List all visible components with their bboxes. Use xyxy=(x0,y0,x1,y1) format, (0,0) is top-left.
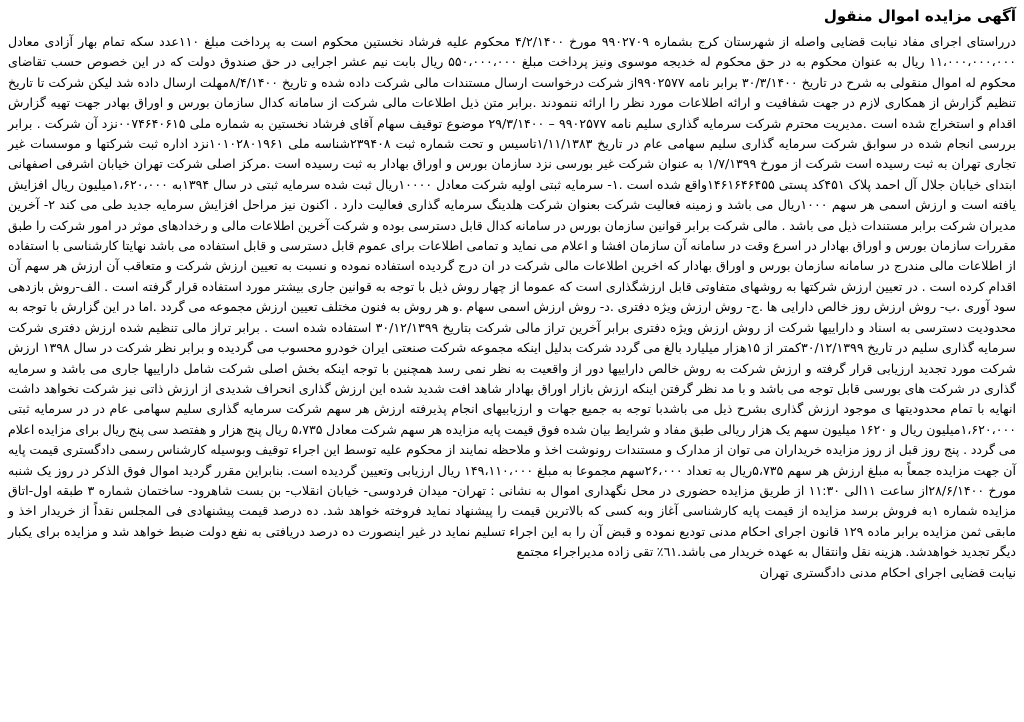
notice-body-text: درراستای اجرای مفاد نیابت قضایی واصله از شهرستان کرج بشماره ۹۹۰۲۷۰۹ مورخ ۴/۲/۱۴۰۰ محکوم علیه فرشاد نخستین محکوم است به پرداخت مبلغ ۱۱۰عدد سکه تمام بهار آزادی معادل ۱۱،۰۰۰،۰۰۰،۰۰۰ ریال به عنوان محکوم به در حق محکوم له خدیجه موسوی ونیز پرداخت مبلغ ۵۵۰،۰۰۰،۰۰۰ ریال بابت نیم عشر اجرایی در حق صندوق دولت که در این خصوص حسب تقاضای محکوم له اموال منقولی به شرح در تاریخ ۳۰/۳/۱۴۰۰ برابر نامه ۹۹۰۲۵۷۷از شرکت درخواست ارسال مستندات مالی شرکت داده شده و تاریخ ۸/۴/۱۴۰۰مهلت ارسال داده شد لیکن شرکت تا تاریخ تنظیم گزارش از همکاری لازم در جهت شفافیت و ارائه اطلاعات مورد نظر را ارائه ننمودند .برابر متن ذیل اطلاعات مالی شرکت از سامانه کدال سازمان بورس و اوراق بهادر جهت تهیه گزارش اقدام و استخراج شده است .مدیریت محترم شرکت سرمایه گذاری سلیم نامه ۹۹۰۲۵۷۷ – ۲۹/۳/۱۴۰۰ موضوع توقیف سهام آقای فرشاد نخستین به شماره ملی ۰۰۷۴۶۴۰۶۱۵نزد آن شرکت . برابر بررسی انجام شده در سوابق شرکت سرمایه گذاری سلیم سهامی عام در تاریخ ۱/۱۱/۱۳۸۳تاسیس و تحت شماره ثبت ۲۳۹۴۰۸شناسه ملی ۱۰۱۰۲۸۰۱۹۶۱نزد اداره ثبت شرکتها و موسسات غیر تجاری تهران به ثبت رسیده است شرکت از مورخ ۱/۷/۱۳۹۹ به عنوان شرکت غیر بورسی نزد سازمان بورس و اوراق بهادار به ثبت رسیده است .مرکز اصلی شرکت تهران خیابان اشرفی اصفهانی ابتدای خیابان جلال آل احمد پلاک ۴۵۱کد پستی ۱۴۶۱۶۴۶۴۵۵واقع شده است .۱- سرمایه ثبتی اولیه شرکت معادل ۱۰۰۰۰ریال ثبت شده سرمایه ثبتی در سال ۱۳۹۴به ۱،۶۲۰،۰۰۰میلیون ریال افزایش یافته است و ارزش اسمی هر سهم ۱۰۰۰ریال می باشد و زمینه فعالیت شرکت بعنوان شرکت هلدینگ سرمایه گذاری فعالیت دارد . اکنون نیز مراحل افزایش سرمایه جدید طی می کند ۲- آخرین مدیران شرکت برابر مستندات ذیل می باشد . مالی شرکت برابر قوانین سازمان بورس در سامانه کدال قابل دسترسی بوده و شرکت آخرین اطلاعات مالی و رخدادهای موثر در امور شرکت را طبق مقررات سازمان بورس و اوراق بهادار در اسرع وقت در سامانه آن سازمان افشا و اعلام می نماید و تمامی اطلاعات برای عموم قابل دسترسی و قابل استفاده می باشد نهایتا کارشناسی با استفاده از اطلاعات مالی مندرج در سامانه سازمان بورس و اوراق بهادار که اخرین اطلاعات مالی شرکت در ان درج گردیده استفاده نموده و نسبت به تعیین ارزش شرکت و متعاقب آن ارزش هر سهم آن اقدام کرده است . در تعیین ارزش شرکتها به روشهای متفاوتی قابل ارزشگذاری است که عموما از چهار روش ذیل با توجه به قوانین جاری بیشتر مورد استفاده قرار گرفته است . الف-روش بازدهی سود آوری .ب- روش ارزش روز خالص دارایی ها .ج- روش ارزش ویژه دفتری .د- روش ارزش اسمی سهام .و هر روش به فنون مختلف تعیین ارزش مجموعه می گردد .اما در این گزارش با توجه به محدودیت دسترسی به اسناد و داراییها شرکت از روش ارزش ویژه دفتری برابر آخرین تراز مالی شرکت بتاریخ ۳۰/۱۲/۱۳۹۹ استفاده شده است . برابر تراز مالی تنظیم شده ارزش دفتری شرکت سرمایه گذاری سلیم در تاریخ ۳۰/۱۲/۱۳۹۹کمتر از ۱۵هزار میلیارد بالغ می گردد شرکت بدلیل اینکه مجموعه شرکت صنعتی ایران خودرو محسوب می گردیده و برابر نظر شرکت در سال ۱۳۹۸ ارزش شرکت مورد تجدید ارزیابی قرار گرفته و ارزش شرکت به روش خالص داراییها دور از واقعیت به نظر نمی رسد همچنین با توجه اینکه بخش اصلی شرکت شامل داراییها جاری می باشد و سرمایه گذاری در شرکت های بورسی قابل توجه می باشد و با مد نظر گرفتن اینکه ارزش بازار اوراق بهادار شاهد افت شدید شده این ارزش گذاری انحراف شدیدی از ارزش ذاتی نیز شرکت نخواهد داشت انهایه با تمام محدودیتها ی موجود ارزش گذاری بشرح ذیل می باشدبا توجه به جمیع جهات و ارزیابیهای انجام پذیرفته ارزش هر سهم شرکت سرمایه گذاری سلیم سهامی عام در در سرمایه ثبتی ۱،۶۲۰،۰۰۰میلیون ریال و ۱۶۲۰ میلیون سهم یک هزار ریالی طبق مفاد و شرایط بیان شده فوق قیمت پایه مزایده هر سهم شرکت معادل ۵،۷۳۵ ریال پنج هزار و هفتصد سی پنج ریال برای مزایده اعلام می گردد . پنج روز قبل از روز مزایده خریداران می توان از مدارک و مستندات رونوشت اخذ و ملاحظه نمایند از محکوم علیه توسط این اجراء توقیف وبوسیله کارشناس رسمی دادگستری قیمت پایه آن جهت مزایده جمعاً به مبلغ ارزش هر سهم ۵،۷۳۵ریال به تعداد ۲۶،۰۰۰سهم مجموعا به مبلغ ۱۴۹،۱۱۰،۰۰۰ ریال ارزیابی وتعیین گردیده است. بنابراین مقرر گردید اموال فوق الذکر در روز یک شنبه مورخ ۲۸/۶/۱۴۰۰از ساعت ۱۱الی ۱۱:۳۰ از طریق مزایده حضوری در محل نگهداری اموال به نشانی : تهران- میدان فردوسی- خیابان انقلاب- بن بست شاهرود- ساختمان شماره ۳ طبقه اول-اتاق مزایده شماره ۱به فروش برسد مزایده از قیمت پایه کارشناسی آغاز وبه کسی که بالاترین قیمت را پیشنهاد نماید فروخته خواهد شد. ده درصد قیمت پیشنهادی فی المجلس نقداً از خریدار اخذ و مابقی ثمن مزایده برابر ماده ۱۲۹ قانون اجرای احکام مدنی تودیع نموده و قبض آن را به این اجراء تسلیم نماید در غیر اینصورت ده درصد دریافتی به نفع دولت ضبط خواهد شد و مزایده برای یکبار دیگر تجدید خواهدشد. هزینه نقل وانتقال به عهده خریدار می باشد.٦۱٪ تقی زاده مدیراجراء مجتمع xyxy=(8,34,1017,560)
notice-title: آگهی مزایده اموال منقول xyxy=(823,7,1016,25)
notice-footer-signature: نیابت قضایی اجرای احکام مدنی دادگستری تهران xyxy=(759,564,1016,580)
